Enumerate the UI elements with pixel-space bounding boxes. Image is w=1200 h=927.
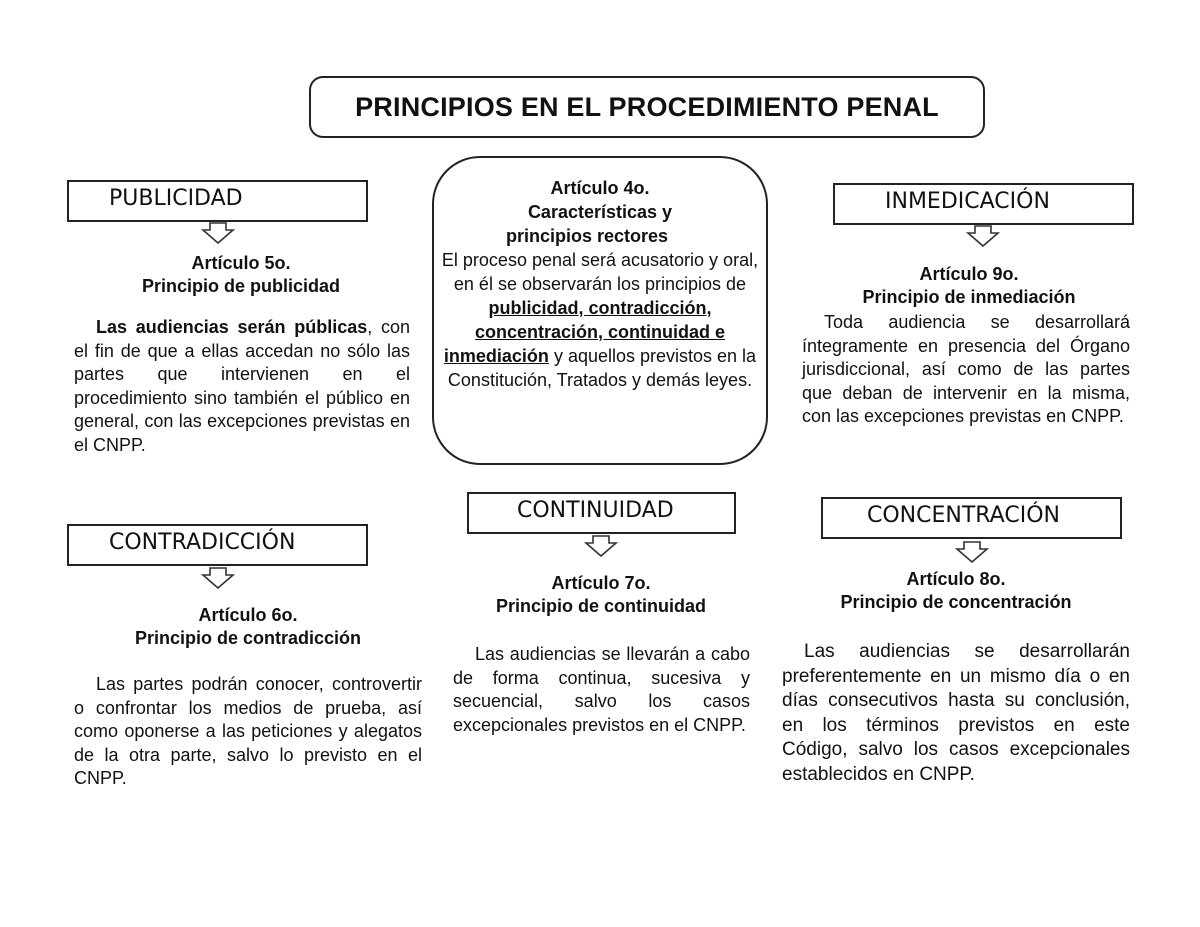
- inmediacion-principle-name: Principio de inmediación: [862, 287, 1076, 307]
- center-heading-line1: Características y: [527, 202, 673, 222]
- contradiccion-article: [87, 604, 409, 650]
- contradiccion-label-box: [67, 524, 368, 566]
- continuidad-label-box: [467, 492, 736, 534]
- continuidad-article-number: Artículo 7o.: [551, 573, 651, 593]
- concentracion-article: [795, 568, 1117, 614]
- continuidad-text: Las audiencias se llevarán a cabo de forma continua, sucesiva y secuencial, salvo los casos excepcionales previstos en el CNPP.: [453, 644, 750, 735]
- center-article-text: [440, 176, 760, 392]
- inmediacion-article-number: Artículo 9o.: [919, 264, 1019, 284]
- contradiccion-principle-name: Principio de contradicción: [134, 628, 362, 648]
- publicidad-article-number: Artículo 5o.: [191, 253, 291, 273]
- inmediacion-arrow-icon: [966, 225, 1000, 247]
- concentracion-label-box: [821, 497, 1122, 539]
- center-heading-line2: principios rectores: [506, 226, 669, 246]
- concentracion-principle-name: Principio de concentración: [840, 592, 1072, 612]
- publicidad-arrow-icon: [201, 222, 235, 244]
- publicidad-bold-lead: Las audiencias serán públicas: [96, 317, 368, 337]
- concentracion-article-number: Artículo 8o.: [906, 569, 1006, 589]
- contradiccion-text: Las partes podrán conocer, controvertir o confrontar los medios de prueba, así como oponerse a las peticiones y alegatos de la otra parte, salvo lo previsto en el CNPP.: [74, 674, 422, 788]
- publicidad-body: [74, 316, 410, 457]
- publicidad-article: [80, 252, 402, 298]
- inmediacion-label: INMEDICACIÓN: [885, 189, 1050, 214]
- concentracion-text: Las audiencias se desarrollarán preferentemente en un mismo día o en días consecutivos hasta su conclusión, en los términos previstos en este Código, salvo los casos excepcionales establecidos en CNPP.: [782, 641, 1130, 785]
- contradiccion-article-number: Artículo 6o.: [198, 605, 298, 625]
- center-body: [440, 248, 760, 392]
- center-article-number: Artículo 4o.: [550, 178, 650, 198]
- center-body-text-b: y aquellos previstos en la Constitución, Tratados y demás leyes.: [447, 346, 757, 390]
- inmediacion-label-box: [833, 183, 1134, 225]
- continuidad-label: CONTINUIDAD: [517, 498, 674, 523]
- inmediacion-body: [802, 311, 1130, 429]
- page-title: PRINCIPIOS EN EL PROCEDIMIENTO PENAL: [355, 91, 939, 122]
- contradiccion-arrow-icon: [201, 567, 235, 589]
- center-principles-list: publicidad, contradicción, concentración, continuidad e inmediación: [443, 298, 726, 366]
- publicidad-label-box: [67, 180, 368, 222]
- publicidad-principle-name: Principio de publicidad: [141, 276, 341, 296]
- continuidad-arrow-icon: [584, 535, 618, 557]
- contradiccion-label: CONTRADICCIÓN: [109, 530, 296, 555]
- center-body-text-a: El proceso penal será acusatorio y oral, en él se observarán los principios de: [441, 250, 759, 294]
- continuidad-principle-name: Principio de continuidad: [495, 596, 706, 616]
- concentracion-label: CONCENTRACIÓN: [867, 503, 1060, 528]
- continuidad-body: [453, 643, 750, 737]
- concentracion-body: [782, 640, 1130, 787]
- inmediacion-article: [808, 263, 1130, 309]
- publicidad-text: , con el fin de que a ellas accedan no sólo las partes que intervienen en el procedimiento sino también el público en general, con las excepciones previstas en el CNPP.: [74, 317, 410, 455]
- publicidad-label: PUBLICIDAD: [109, 186, 243, 211]
- concentracion-arrow-icon: [955, 541, 989, 563]
- inmediacion-text: Toda audiencia se desarrollará íntegramente en presencia del Órgano jurisdiccional, así como de las partes que deban de intervenir en la misma, con las excepciones previstas en CNPP.: [802, 312, 1130, 426]
- continuidad-article: [440, 572, 762, 618]
- contradiccion-body: [74, 673, 422, 791]
- title-box: [309, 76, 985, 138]
